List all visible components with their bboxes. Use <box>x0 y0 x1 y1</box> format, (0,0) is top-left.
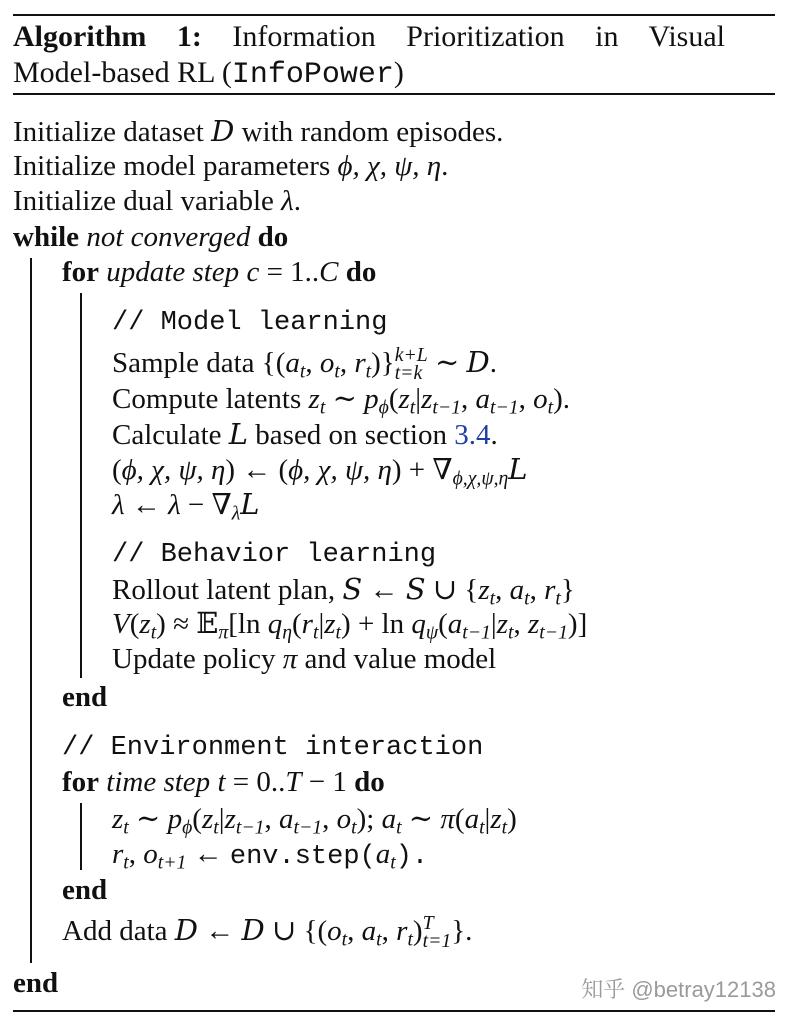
algorithm-title-text: Information Prioritization in Visual <box>232 20 725 53</box>
compute-latents-line: Compute latents $z_t$ ∼ $p_\phi(z_t|z_{t-1}$, $a_{t-1}$, $o_t$). <box>112 383 571 419</box>
add-data-line: Add data D ← D ∪ {($o_t$, $a_t$, $r_t$) T t=1 }. <box>62 912 473 952</box>
comment-behavior-learning: // Behavior learning <box>112 540 437 570</box>
end-while: end <box>13 967 59 999</box>
end-for-time: end <box>62 874 108 906</box>
while-block-bar <box>30 258 32 963</box>
watermark: 知乎 @betray12138 <box>581 977 776 1002</box>
update-policy-line: Update policy π and value model <box>112 643 497 675</box>
sample-data-line: Sample data {($a_t$, $o_t$, $r_t$)} k+L t=k ∼ D. <box>112 344 498 384</box>
algorithm-title <box>13 18 725 56</box>
calculate-loss-line: Calculate L based on section 3.4. <box>112 417 498 451</box>
bottom-rule <box>13 1010 775 1012</box>
env-step-line: $r_t$, $o_{t+1}$ ← $env.step(a_t)$. <box>112 838 429 874</box>
comment-environment-interaction: // Environment interaction <box>62 733 484 763</box>
section-link[interactable]: 3.4 <box>454 419 491 451</box>
env-latent-action-line: $z_t$ ∼ $p_\phi(z_t|z_{t-1}$, $a_{t-1}$, $o_t$); $a_t$ ∼ $\pi(a_t|z_t)$ <box>112 803 517 839</box>
method-name: InfoPower <box>231 58 394 92</box>
for-update-block-bar <box>80 293 82 678</box>
for-time-line: for time step t = 0..T − 1 do <box>62 766 385 798</box>
rollout-line: Rollout latent plan, S ← S ∪ {$z_t$, $a_t$, $r_t$} <box>112 572 575 610</box>
end-for-update: end <box>62 681 108 713</box>
top-rule <box>13 14 775 16</box>
algorithm-label: Algorithm 1: <box>13 20 202 53</box>
init-params-line: Initialize model parameters ϕ, χ, ψ, η. <box>13 150 449 182</box>
comment-model-learning: // Model learning <box>112 308 388 338</box>
value-estimate-line: $V(z_t)$ ≈ 𝔼$_\pi$[ln $q_\eta(r_t|z_t) + \ln q_\psi(a_{t-1}|z_t$, $z_{t-1}$)] <box>112 608 588 644</box>
init-dataset-line: Initialize dataset D with random episodes. <box>13 114 504 148</box>
init-dual-line: Initialize dual variable λ. <box>13 185 301 217</box>
for-update-line: for update step c = 1..C do <box>62 256 377 288</box>
param-update-line: (ϕ, χ, ψ, η) ← (ϕ, χ, ψ, $\eta) + \nabla_{\phi,\chi,\psi,\eta}L$ <box>112 452 528 490</box>
for-time-block-bar <box>80 803 82 870</box>
algorithm-title-line2: Model-based RL (InfoPower) <box>13 56 404 92</box>
while-line: while not converged do <box>13 221 289 253</box>
dual-update-line: λ ← $\lambda - \nabla_\lambda L$ <box>112 487 260 525</box>
header-rule <box>13 93 775 95</box>
